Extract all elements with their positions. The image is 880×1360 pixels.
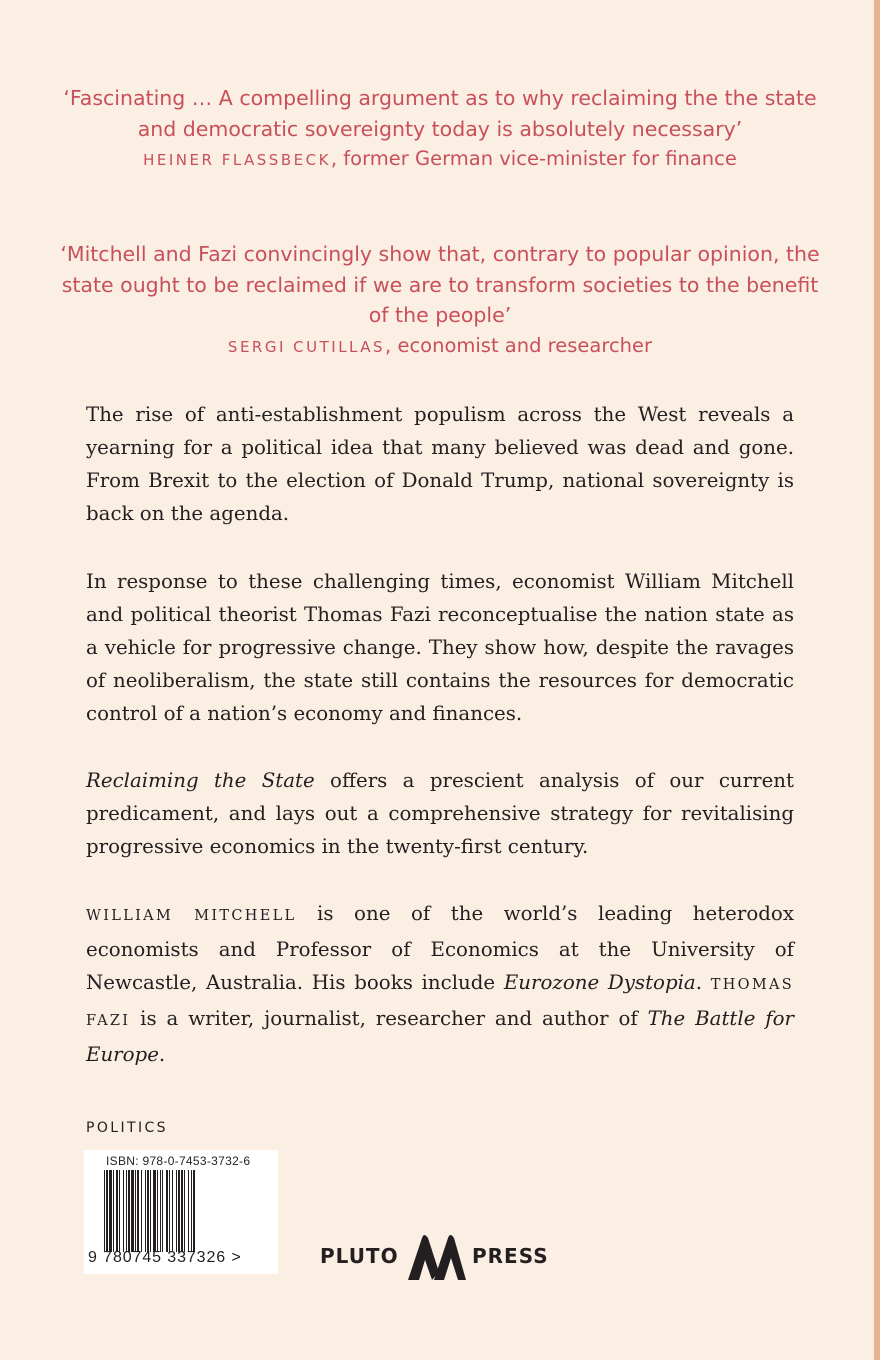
publisher-logo <box>320 1232 560 1282</box>
publisher-word-2: PRESS <box>472 1244 549 1268</box>
barcode-bar <box>106 1170 108 1252</box>
blurb-paragraph-3-text: offers a prescient analysis of our current predicament, and lays out a comprehensive strategy for revitalising progressive economics in the twenty-first century. <box>86 769 794 858</box>
barcode-bar <box>193 1170 195 1252</box>
book-title-battle: The Battle for Europe <box>86 1007 794 1066</box>
barcode-bar <box>128 1170 130 1252</box>
publisher-word-1: PLUTO <box>320 1244 399 1268</box>
quote-author: SERGI CUTILLAS <box>227 337 386 356</box>
barcode-bar <box>104 1170 105 1252</box>
pluto-press-mark-icon <box>406 1232 468 1282</box>
barcode-bar <box>141 1170 142 1252</box>
author-bio-mitchell: is one of the world’s leading heterodox economists and Professor of Economics at the University of Newcastle, Australia. His books include <box>86 902 794 994</box>
barcode-bar <box>109 1170 112 1252</box>
quote-author-role: , economist and researcher <box>385 333 653 357</box>
barcode-bar <box>188 1170 189 1252</box>
quote-author: HEINER FLASSBECK <box>143 151 331 169</box>
barcode-bar <box>135 1170 136 1252</box>
barcode-bar <box>116 1170 118 1252</box>
quote-attribution <box>60 331 820 362</box>
spine-edge <box>874 0 880 1360</box>
author-name-fazi: THOMAS FAZI <box>86 977 795 1029</box>
barcode-bar <box>123 1170 124 1252</box>
bio-separator: . <box>695 971 711 994</box>
blurb-paragraph-3 <box>86 764 794 863</box>
barcode-bar <box>184 1170 185 1252</box>
author-bio-fazi: is a writer, journalist, researcher and author of <box>130 1007 648 1030</box>
blurb-paragraph-2: In response to these challenging times, economist William Mitchell and political theorist Thomas Fazi reconceptualise the nation state as a vehicle for progressive change. They show how, despite the ravages of neoliberalism, the state still contains the resources for democratic control of a nation’s economy and finances. <box>86 570 794 725</box>
barcode-bar <box>113 1170 114 1252</box>
quote-text: ‘Mitchell and Fazi convincingly show that, contrary to popular opinion, the state ought to be reclaimed if we are to transform societies to the benefit of the people’ <box>60 242 820 327</box>
barcode-bar <box>172 1170 173 1252</box>
barcode-bar <box>166 1170 168 1252</box>
quote-text: ‘Fascinating … A compelling argument as to why reclaiming the the state and democratic sovereignty today is absolutely necessary’ <box>63 86 817 141</box>
barcode-bar <box>147 1170 149 1252</box>
barcode-bar <box>181 1170 183 1252</box>
author-name-mitchell: WILLIAM MITCHELL <box>86 908 297 924</box>
barcode-bar <box>126 1170 127 1252</box>
barcode-bar <box>176 1170 177 1252</box>
isbn-label: ISBN: 978-0-7453-3732-6 <box>106 1154 251 1168</box>
blurb-paragraph-1: The rise of anti-establishment populism across the West reveals a yearning for a political idea that many believed was dead and gone. From Brexit to the election of Donald Trump, national sovereignty is back on the agenda. <box>86 403 794 525</box>
barcode-bar <box>119 1170 120 1252</box>
barcode-bar <box>178 1170 180 1252</box>
barcode-bar <box>153 1170 156 1252</box>
barcode-bar <box>137 1170 139 1252</box>
barcode-bar <box>131 1170 134 1252</box>
barcode-bar <box>162 1170 163 1252</box>
endorsement-quote-1 <box>60 83 820 175</box>
category-label: POLITICS <box>86 1120 168 1136</box>
book-title: Reclaiming the State <box>86 769 315 792</box>
endorsement-quote-2 <box>60 239 820 362</box>
barcode <box>84 1150 278 1274</box>
barcode-bar <box>191 1170 192 1252</box>
author-bios <box>86 897 794 1071</box>
barcode-bar <box>160 1170 161 1252</box>
barcode-bars <box>104 1170 264 1252</box>
barcode-bar <box>169 1170 170 1252</box>
book-title-eurozone: Eurozone Dystopia <box>503 971 696 994</box>
quote-author-role: , former German vice-minister for finance <box>330 147 737 170</box>
barcode-bar <box>150 1170 151 1252</box>
quote-attribution <box>60 144 820 175</box>
barcode-bar <box>145 1170 146 1252</box>
bio-end: . <box>158 1043 166 1066</box>
barcode-digits-text: 9 780745 337326 > <box>88 1249 242 1266</box>
barcode-bar <box>157 1170 158 1252</box>
